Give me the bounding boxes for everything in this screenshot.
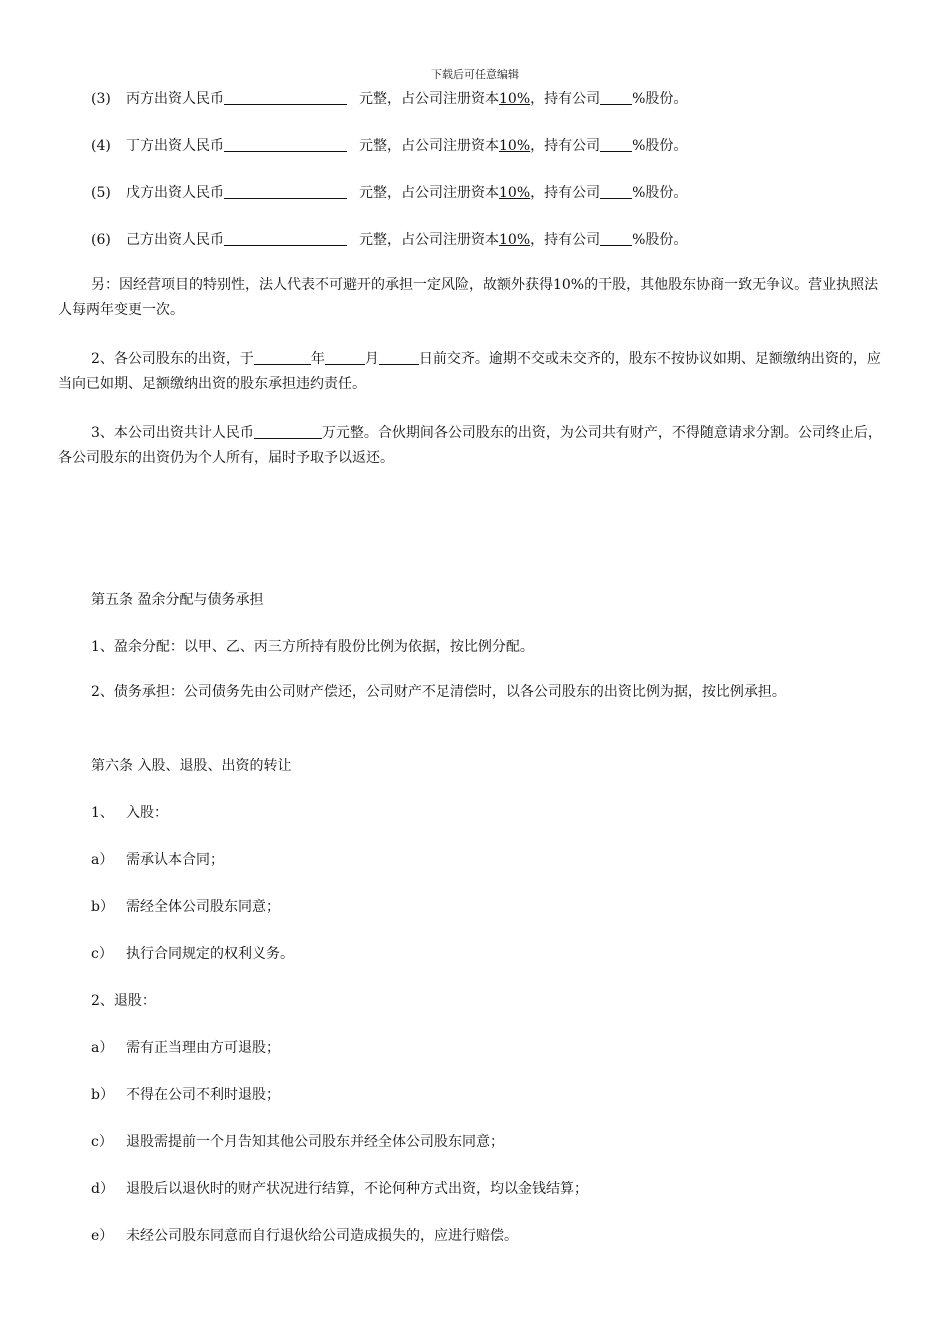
year-blank (254, 349, 311, 365)
percent-value: 10% (499, 91, 531, 107)
share-suffix: %股份。 (632, 91, 688, 107)
investor-line (91, 230, 687, 250)
share-blank (600, 230, 632, 246)
amount-blank (224, 89, 347, 105)
capital-text: 元整，占公司注册资本 (359, 91, 499, 107)
hold-text: ，持有公司 (530, 138, 601, 154)
list-item: a） 需有正当理由方可退股； (91, 1040, 280, 1056)
percent-value: 10% (499, 185, 531, 201)
note-paragraph: 另：因经营项目的特别性，法人代表不可避开的承担一定风险，故额外获得10%的干股，其他股东协商一致无争议。营业执照法人每两年变更一次。 (58, 277, 879, 318)
capital-text: 元整，占公司注册资本 (359, 138, 499, 154)
hold-text: ，持有公司 (530, 91, 601, 107)
clause-3-paragraph: 3、本公司出资共计人民币 万元整。合伙期间各公司股东的出资，为公司共有财产，不得随意请求分割。公司终止后，各公司股东的出资仍为个人所有，届时予取予以返还。 (58, 425, 882, 466)
share-blank (600, 183, 632, 199)
party-label: 丁方出资人民币 (126, 138, 224, 154)
party-label: 戊方出资人民币 (126, 185, 224, 201)
investor-line (91, 89, 687, 109)
list-item: c） 退股需提前一个月告知其他公司股东并经全体公司股东同意； (91, 1134, 504, 1150)
profit-distribution-paragraph: 1、盈余分配：以甲、乙、丙三方所持有股份比例为依据，按比例分配。 (91, 639, 534, 655)
percent-value: 10% (499, 232, 531, 248)
share-blank (600, 136, 632, 152)
page-header: 下载后可任意编辑 (431, 68, 519, 81)
total-amount-blank (254, 423, 322, 439)
debt-paragraph: 2、债务承担：公司债务先由公司财产偿还，公司财产不足清偿时，以各公司股东的出资比例为据，按比例承担。 (91, 684, 786, 700)
share-suffix: %股份。 (632, 232, 688, 248)
investor-line (91, 136, 687, 156)
percent-value: 10% (499, 138, 531, 154)
list-item: b） 需经全体公司股东同意； (91, 899, 280, 915)
join-heading: 1、 入股： (91, 805, 168, 821)
item-number: (4) (91, 138, 111, 154)
share-suffix: %股份。 (632, 138, 688, 154)
party-label: 丙方出资人民币 (126, 91, 224, 107)
list-item: c） 执行合同规定的权利义务。 (91, 946, 294, 962)
amount-blank (224, 136, 347, 152)
list-item: d） 退股后以退伙时的财产状况进行结算，不论何种方式出资，均以金钱结算； (91, 1181, 588, 1197)
day-blank (379, 349, 419, 365)
hold-text: ，持有公司 (530, 232, 601, 248)
item-number: (5) (91, 185, 111, 201)
investor-line (91, 183, 687, 203)
share-suffix: %股份。 (632, 185, 688, 201)
amount-blank (224, 183, 347, 199)
capital-text: 元整，占公司注册资本 (359, 232, 499, 248)
item-number: (3) (91, 91, 111, 107)
list-item: e） 未经公司股东同意而自行退伙给公司造成损失的，应进行赔偿。 (91, 1228, 518, 1244)
clause-2-paragraph: 2、各公司股东的出资，于 年 月 日前交齐。逾期不交或未交齐的，股东不按协议如期、足额缴纳出资的，应当向已如期、足额缴纳出资的股东承担违约责任。 (58, 351, 881, 392)
party-label: 己方出资人民币 (126, 232, 224, 248)
item-number: (6) (91, 232, 111, 248)
share-blank (600, 89, 632, 105)
article-5-title: 第五条 盈余分配与债务承担 (91, 592, 264, 608)
quit-heading: 2、退股： (91, 993, 156, 1009)
month-blank (325, 349, 365, 365)
article-6-title: 第六条 入股、退股、出资的转让 (91, 758, 292, 774)
hold-text: ，持有公司 (530, 185, 601, 201)
list-item: a） 需承认本合同； (91, 852, 224, 868)
amount-blank (224, 230, 347, 246)
capital-text: 元整，占公司注册资本 (359, 185, 499, 201)
list-item: b） 不得在公司不利时退股； (91, 1087, 280, 1103)
